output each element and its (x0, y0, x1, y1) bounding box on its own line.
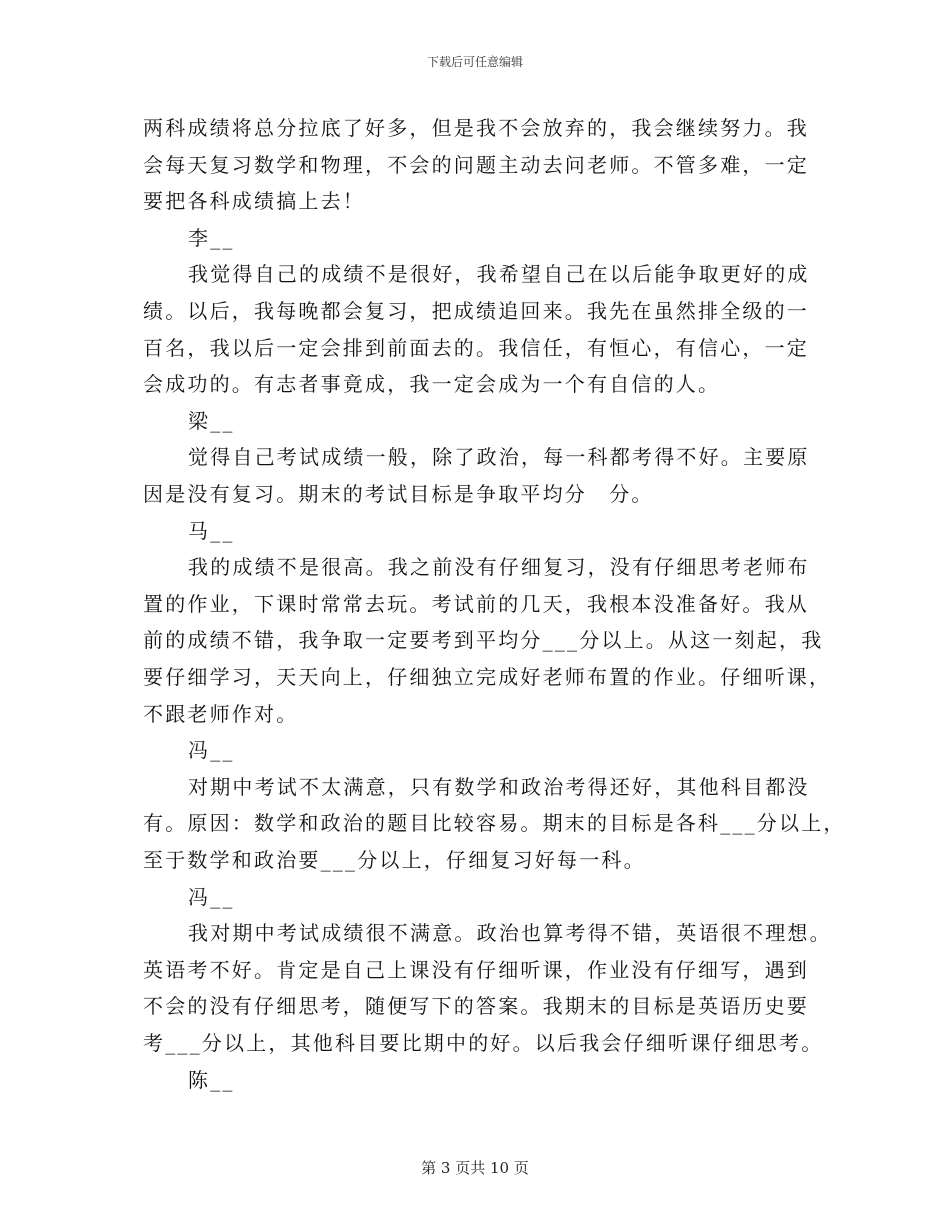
text-line: 两科成绩将总分拉底了好多，但是我不会放弃的，我会继续努力。我 (143, 116, 809, 140)
text-line: 百名，我以后一定会排到前面去的。我信任，有恒心，有信心，一定 (143, 335, 809, 360)
text-line: 考___分以上，其他科目要比期中的好。以后我会仔细听课仔细思考。 (143, 1031, 824, 1055)
text-line: 觉得自己考试成绩一般，除了政治，每一科都考得不好。主要原 (188, 445, 810, 470)
text-line: 不跟老师作对。 (143, 701, 299, 726)
text-line: 至于数学和政治要___分以上，仔细复习好每一科。 (143, 848, 646, 872)
text-line: 冯__ (188, 738, 235, 763)
text-line: 梁__ (188, 408, 235, 433)
text-line: 对期中考试不太满意，只有数学和政治考得还好，其他科目都没 (188, 774, 810, 799)
text-line: 英语考不好。肯定是自己上课没有仔细听课，作业没有仔细写，遇到 (143, 957, 809, 982)
text-line: 马__ (188, 518, 235, 543)
text-line: 置的作业，下课时常常去玩。考试前的几天，我根本没准备好。我从 (143, 591, 809, 616)
text-line: 前的成绩不错，我争取一定要考到平均分___分以上。从这一刻起，我 (143, 628, 824, 653)
text-line: 我的成绩不是很高。我之前没有仔细复习，没有仔细思考老师布 (188, 555, 810, 580)
page-header-note: 下载后可任意编辑 (426, 55, 523, 69)
page-number: 第 3 页共 10 页 (421, 1159, 529, 1177)
text-line: 有。原因：数学和政治的题目比较容易。期末的目标是各科___分以上， (143, 811, 846, 836)
text-line: 我觉得自己的成绩不是很好，我希望自己在以后能争取更好的成 (188, 262, 810, 287)
text-line: 要把各科成绩搞上去！ (143, 189, 365, 214)
text-line: 要仔细学习，天天向上，仔细独立完成好老师布置的作业。仔细听课， (143, 665, 832, 689)
text-line: 陈__ (188, 1067, 235, 1092)
text-line: 李__ (188, 225, 235, 250)
text-line: 绩。以后，我每晚都会复习，把成绩追回来。我先在虽然排全级的一 (143, 299, 809, 323)
text-line: 会每天复习数学和物理，不会的问题主动去问老师。不管多难，一定 (143, 152, 809, 177)
text-line: 因是没有复习。期末的考试目标是争取平均分 分。 (143, 482, 654, 506)
text-line: 不会的没有仔细思考，随便写下的答案。我期末的目标是英语历史要 (143, 994, 809, 1019)
text-line: 冯__ (188, 884, 235, 909)
text-line: 我对期中考试成绩很不满意。政治也算考得不错，英语很不理想。 (188, 921, 832, 946)
text-line: 会成功的。有志者事竟成，我一定会成为一个有自信的人。 (143, 372, 721, 397)
